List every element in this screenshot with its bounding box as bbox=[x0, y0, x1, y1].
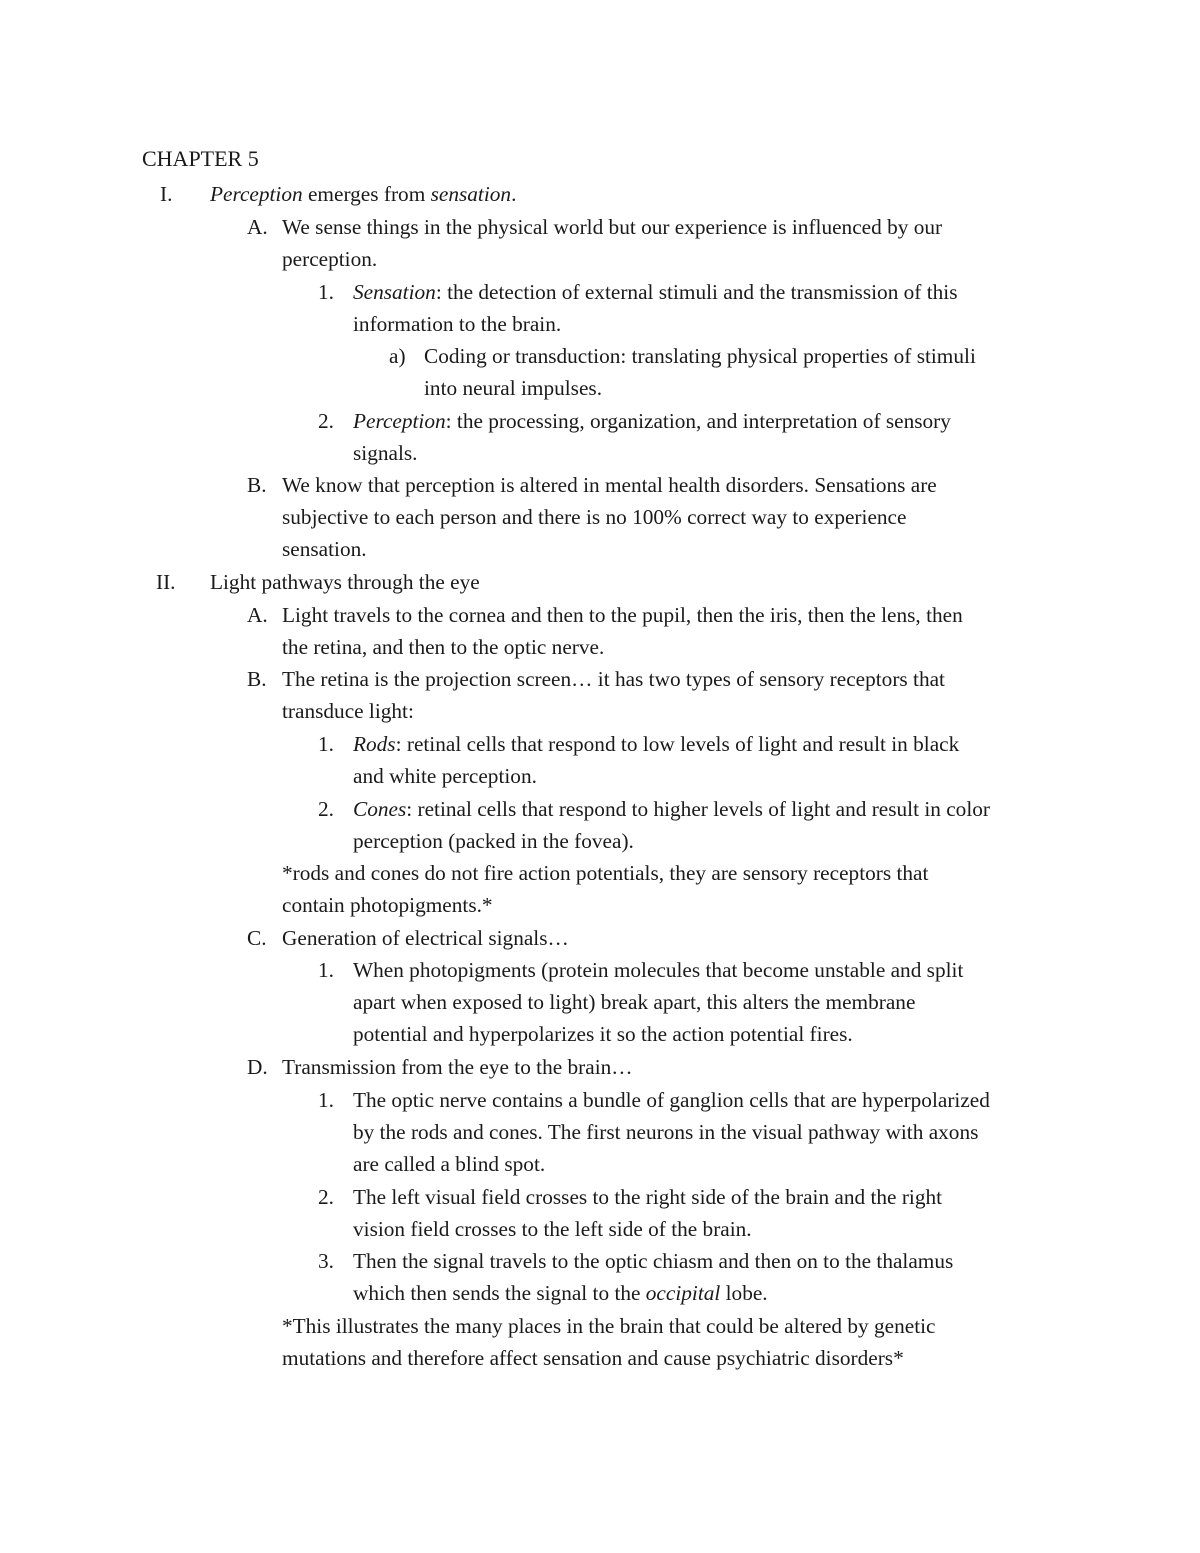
text-line: signals. bbox=[353, 441, 418, 466]
text-line: *This illustrates the many places in the brain that could be altered by genetic bbox=[282, 1314, 936, 1338]
text-segment: : retinal cells that respond to low levels of light and result in black bbox=[395, 732, 960, 756]
text-line bbox=[353, 1277, 953, 1309]
term-cones: Cones bbox=[353, 797, 407, 821]
outline-item-II-D-1 bbox=[318, 1084, 990, 1181]
text-line: The left visual field crosses to the right side of the brain and the right bbox=[353, 1185, 943, 1209]
text-line: apart when exposed to light) break apart, this alters the membrane bbox=[353, 990, 916, 1015]
outline-text bbox=[282, 211, 942, 275]
text-line: into neural impulses. bbox=[424, 376, 603, 401]
outline-item-II-D-2 bbox=[318, 1181, 942, 1245]
text-line: When photopigments (protein molecules that become unstable and split bbox=[353, 958, 964, 982]
outline-number: 2. bbox=[318, 1185, 334, 1209]
outline-number: B. bbox=[247, 473, 267, 497]
text-line: perception (packed in the fovea). bbox=[353, 829, 634, 854]
text-segment: : retinal cells that respond to higher levels of light and result in color bbox=[406, 797, 990, 821]
outline-item-II-B bbox=[247, 663, 945, 727]
outline-number: 1. bbox=[318, 958, 334, 982]
outline-text bbox=[353, 1084, 990, 1181]
outline-number: a) bbox=[389, 344, 406, 368]
outline-item-II bbox=[156, 566, 480, 598]
text-line: by the rods and cones. The first neurons in the visual pathway with axons bbox=[353, 1120, 979, 1145]
outline-number: D. bbox=[247, 1055, 268, 1079]
text-line: potential and hyperpolarizes it so the action potential fires. bbox=[353, 1022, 853, 1047]
outline-item-II-B-2 bbox=[318, 793, 990, 857]
outline-number: II. bbox=[156, 570, 176, 594]
outline-number: 2. bbox=[318, 409, 334, 433]
text-line: contain photopigments.* bbox=[282, 893, 493, 918]
chapter-title: CHAPTER 5 bbox=[142, 146, 259, 171]
outline-item-II-A bbox=[247, 599, 963, 663]
text-line: The optic nerve contains a bundle of ganglion cells that are hyperpolarized bbox=[353, 1088, 990, 1112]
text-line: We know that perception is altered in mental health disorders. Sensations are bbox=[282, 473, 937, 497]
term-sensation: Sensation bbox=[353, 280, 436, 304]
outline-text bbox=[282, 469, 937, 566]
note-rods-cones bbox=[282, 857, 928, 921]
text-segment: . bbox=[511, 182, 517, 206]
term-occipital: occipital bbox=[645, 1281, 721, 1306]
text-line: *rods and cones do not fire action potentials, they are sensory receptors that bbox=[282, 861, 929, 885]
text-line: Then the signal travels to the optic chiasm and then on to the thalamus bbox=[353, 1249, 954, 1273]
outline-text bbox=[282, 599, 963, 663]
text-line: The retina is the projection screen… it has two types of sensory receptors that bbox=[282, 667, 945, 691]
outline-item-II-D bbox=[247, 1051, 633, 1083]
outline-item-II-D-3 bbox=[318, 1245, 953, 1309]
text-line bbox=[353, 793, 990, 825]
outline-number: B. bbox=[247, 667, 267, 691]
outline-item-II-C bbox=[247, 922, 569, 954]
outline-text bbox=[353, 1181, 942, 1245]
term-rods: Rods bbox=[353, 732, 396, 756]
outline-number: 1. bbox=[318, 280, 334, 304]
outline-item-I-A-1 bbox=[318, 276, 958, 340]
outline-item-I bbox=[160, 178, 516, 210]
text-line bbox=[353, 405, 951, 437]
outline-text bbox=[353, 276, 958, 340]
text-line: the retina, and then to the optic nerve. bbox=[282, 635, 605, 660]
text-line: and white perception. bbox=[353, 764, 537, 789]
outline-text bbox=[353, 793, 990, 857]
text-segment: emerges from bbox=[302, 182, 431, 206]
text-line bbox=[353, 276, 958, 308]
outline-text bbox=[210, 178, 516, 210]
outline-number: 1. bbox=[318, 1088, 334, 1112]
outline-text bbox=[353, 728, 959, 792]
text-line bbox=[353, 728, 959, 760]
outline-text bbox=[424, 340, 976, 404]
outline-number: 1. bbox=[318, 732, 334, 756]
outline-item-II-B-1 bbox=[318, 728, 959, 792]
text-line: are called a blind spot. bbox=[353, 1152, 546, 1177]
outline-text: Light pathways through the eye bbox=[210, 570, 480, 594]
text-segment: : the detection of external stimuli and the transmission of this bbox=[435, 280, 958, 304]
text-segment: which then sends the signal to the bbox=[353, 1281, 646, 1306]
term-perception: Perception bbox=[210, 182, 303, 206]
note-genetic-mutations bbox=[282, 1310, 936, 1374]
term-perception: Perception bbox=[353, 409, 446, 433]
outline-item-I-A-1-a bbox=[389, 340, 976, 404]
outline-text: Transmission from the eye to the brain… bbox=[282, 1055, 633, 1079]
outline-item-I-A-2 bbox=[318, 405, 951, 469]
text-segment: : the processing, organization, and interpretation of sensory bbox=[445, 409, 951, 433]
outline-item-I-B bbox=[247, 469, 937, 566]
outline-text: Generation of electrical signals… bbox=[282, 926, 569, 950]
outline-number: I. bbox=[160, 182, 173, 206]
outline-text bbox=[353, 1245, 953, 1309]
text-line: vision field crosses to the left side of the brain. bbox=[353, 1217, 752, 1242]
text-line: information to the brain. bbox=[353, 312, 562, 337]
text-segment: lobe. bbox=[720, 1281, 768, 1306]
text-line: Light travels to the cornea and then to the pupil, then the iris, then the lens, then bbox=[282, 603, 963, 627]
text-line: We sense things in the physical world but our experience is influenced by our bbox=[282, 215, 943, 239]
outline-text bbox=[353, 954, 963, 1051]
text-line: sensation. bbox=[282, 537, 367, 562]
term-sensation: sensation bbox=[430, 182, 512, 206]
text-line: subjective to each person and there is no 100% correct way to experience bbox=[282, 505, 907, 530]
outline-number: 3. bbox=[318, 1249, 334, 1273]
outline-item-II-C-1 bbox=[318, 954, 963, 1051]
text-line: mutations and therefore affect sensation and cause psychiatric disorders* bbox=[282, 1346, 904, 1371]
text-line: perception. bbox=[282, 247, 378, 272]
outline-text bbox=[282, 663, 945, 727]
text-line: transduce light: bbox=[282, 699, 414, 724]
text-line: Coding or transduction: translating physical properties of stimuli bbox=[424, 344, 976, 368]
outline-number: 2. bbox=[318, 797, 334, 821]
outline-number: A. bbox=[247, 603, 268, 627]
outline-text bbox=[353, 405, 951, 469]
outline-number: A. bbox=[247, 215, 268, 239]
outline-number: C. bbox=[247, 926, 267, 950]
outline-item-I-A bbox=[247, 211, 942, 275]
